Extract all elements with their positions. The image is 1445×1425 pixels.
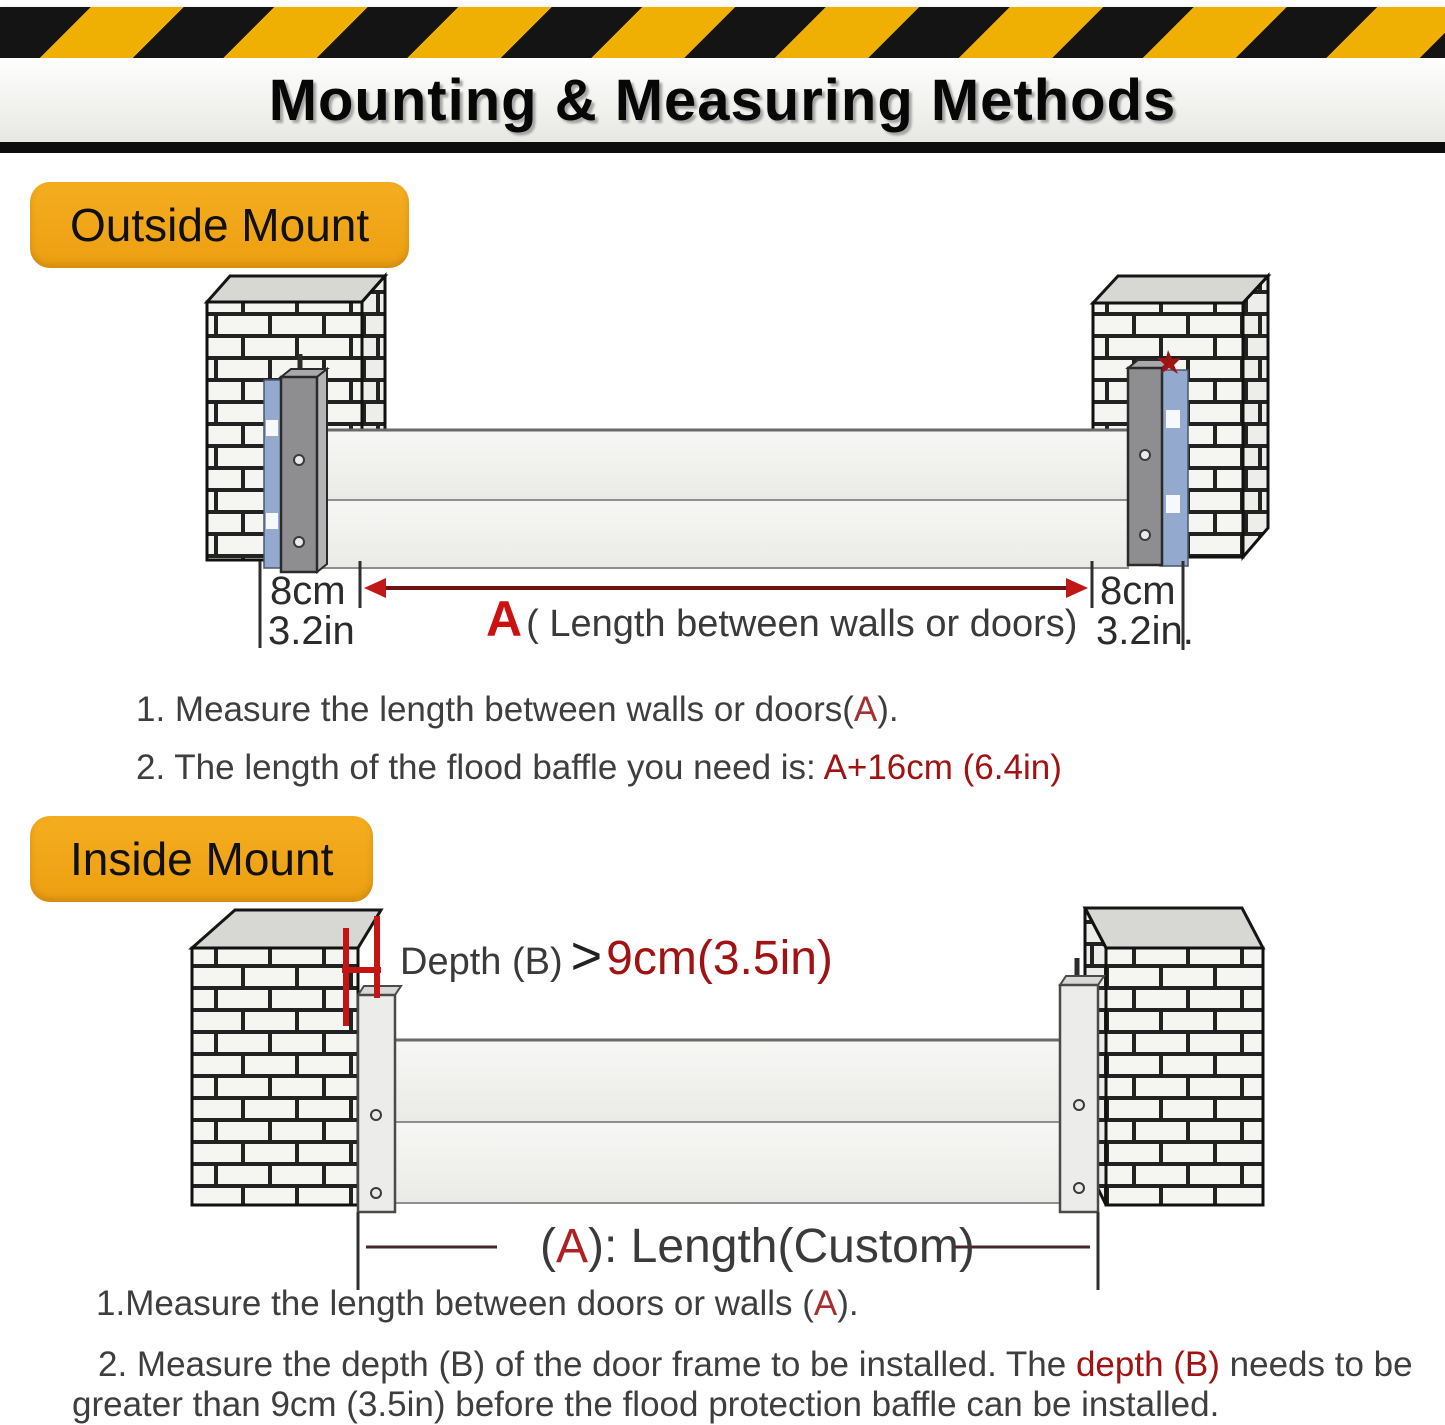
step-highlight: A [813, 1284, 838, 1323]
left-offset-cm: 8cm [270, 569, 346, 613]
outside-step-2: 2. The length of the flood baffle you need is: A+16cm (6.4in) [136, 748, 1062, 787]
flood-barrier-panels [395, 1040, 1060, 1203]
step-highlight: depth (B) [1075, 1345, 1220, 1384]
title-band [0, 58, 1445, 142]
length-label: (A): Length(Custom) [540, 1220, 975, 1273]
width-measurement [260, 561, 1194, 653]
length-measurement [358, 1212, 1098, 1290]
outside-mount-diagram [0, 270, 1445, 665]
left-side-rail [264, 354, 327, 572]
inside-step-2: 2. Measure the depth (B) of the door frame to be installed. The depth (B) needs to be greater than 9cm (3.5in) before the flood protection baffle can be installed. [72, 1345, 1413, 1424]
right-seal-strip [1160, 370, 1188, 566]
span-label: A ( Length between walls or doors) [486, 591, 1078, 647]
right-pillar [1085, 908, 1263, 1205]
depth-label: Depth (B) >9cm(3.5in) [400, 926, 833, 986]
hazard-stripe-banner [0, 7, 1445, 58]
flood-barrier-panels [317, 430, 1128, 568]
inside-step-1: 1.Measure the length between doors or walls (A). [96, 1284, 859, 1323]
divider-bar [0, 142, 1445, 153]
depth-annotation [342, 916, 833, 1026]
inside-mount-steps [0, 1284, 1445, 1425]
page-title: Mounting & Measuring Methods [268, 67, 1177, 133]
right-offset-in: 3.2in. [1096, 609, 1194, 653]
outside-mount-steps [0, 690, 1445, 806]
right-offset-cm: 8cm [1100, 569, 1176, 613]
right-side-rail [1128, 350, 1188, 566]
left-pillar [192, 910, 381, 1205]
step-highlight: A [853, 690, 878, 729]
outside-mount-badge: Outside Mount [30, 182, 409, 268]
outside-step-1: 1. Measure the length between walls or doors(A). [136, 690, 899, 729]
left-side-rail [358, 986, 401, 1212]
right-side-rail [1060, 958, 1104, 1212]
left-seal-strip [264, 380, 281, 568]
left-offset-in: 3.2in [268, 609, 355, 653]
step-highlight: A+16cm (6.4in) [823, 748, 1062, 787]
inside-mount-diagram [0, 900, 1445, 1300]
inside-mount-badge: Inside Mount [30, 816, 373, 902]
